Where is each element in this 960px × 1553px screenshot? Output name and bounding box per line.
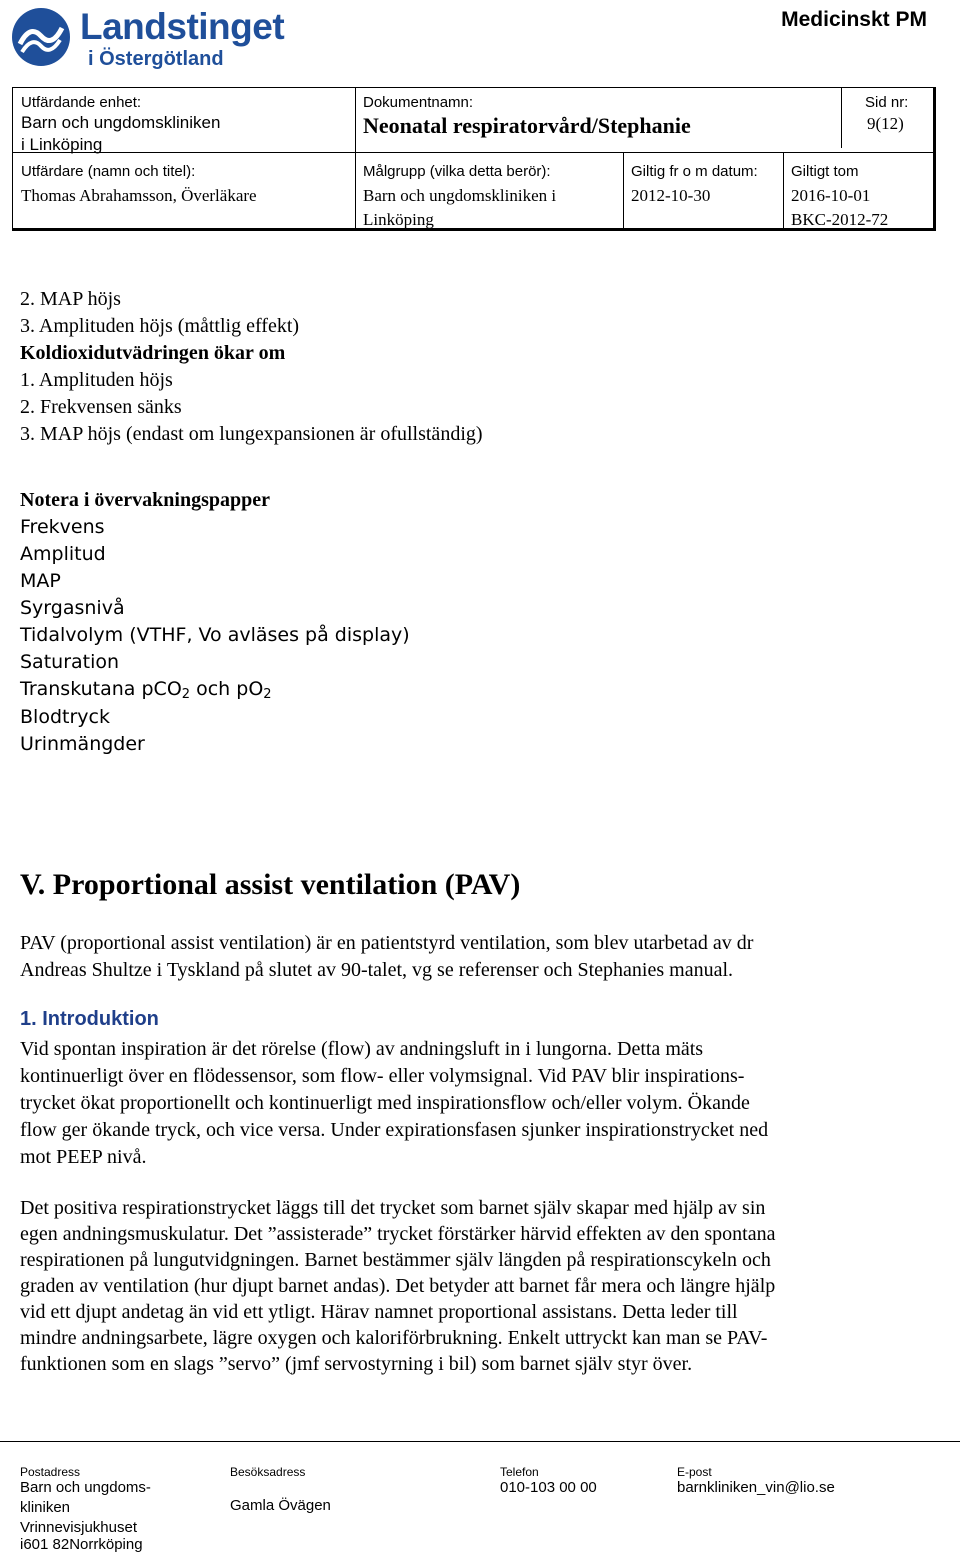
issuer-line2: i Linköping [21,135,103,154]
notes-item: Blodtryck [20,706,110,728]
author: Thomas Abrahamsson, Överläkare [21,186,257,205]
paragraph-line: egen andningsmuskulatur. Det ”assisterade” trycket förstärker härvid effekten av den spontana [20,1223,776,1245]
postal-line: Vrinnevisjukhuset [20,1519,138,1536]
paragraph-line: mindre andningsarbete, lägre oxygen och kaloriförbrukning. Enkelt uttryckt kan man se PAV- [20,1327,768,1349]
document-header-table [12,87,936,231]
list-item: 3. Amplituden höjs (måttlig effekt) [20,315,300,337]
notes-item: MAP [20,570,61,592]
notes-item: Tidalvolym (VTHF, Vo avläses på display) [20,624,410,646]
paragraph-line: flow ger ökande tryck, och vice versa. Under expirationsfasen sjunker inspirationstrycket ned [20,1119,769,1141]
document-type: Medicinskt PM [781,8,927,31]
docname-label: Dokumentnamn: [363,94,474,111]
notes-item-transcutaneous: Transkutana pCO$_2$ och $pO_2$ [20,678,272,702]
issuer-label: Utfärdande enhet: [21,94,142,111]
list-item: 3. MAP höjs (endast om lungexpansionen är ofullständig) [20,423,483,445]
document-id: BKC-2012-72 [791,210,889,229]
paragraph-line: trycket ökat proportionellt och kontinuerligt med inspirationsflow och/eller volym. Ökande [20,1092,750,1114]
issuer-line1: Barn och ungdomskliniken [21,113,221,132]
postal-line: kliniken [20,1499,71,1516]
subsection-heading: 1. Introduktion [20,1008,159,1030]
notes-item: Saturation [20,651,120,673]
postal-line: i601 82Norrköping [20,1536,143,1553]
target-line2: Linköping [363,210,434,229]
valid-to: 2016-10-01 [791,186,871,205]
valid-from-label: Giltig fr o m datum: [631,163,758,180]
list-subheading: Koldioxidutvädringen ökar om [20,342,286,364]
paragraph-line: PAV (proportional assist ventilation) är en patientstyrd ventilation, som blev utarbetad av dr [20,932,754,954]
visit-address: Gamla Övägen [230,1497,331,1514]
paragraph-line: Andreas Shultze i Tyskland på slutet av 90-talet, vg se referenser och Stephanies manual. [20,959,734,981]
paragraph-line: graden av ventilation (hur djupt barnet andas). Det betyder att barnet får mera och längre hjälp [20,1275,776,1297]
paragraph-line: Vid spontan inspiration är det rörelse (flow) av andningsluft in i lungorna. Detta mäts [20,1038,704,1060]
paragraph-line: vid ett djupt andetag än vid ett ytligt. Härav namnet proportional assistans. Detta leder till [20,1301,738,1323]
author-label: Utfärdare (namn och titel): [21,163,196,180]
notes-item: Syrgasnivå [20,597,125,619]
target-label: Målgrupp (vilka detta berör): [363,163,551,180]
footer-divider [0,1441,960,1442]
logo-wordmark: Landstinget [80,6,285,47]
notes-item: Urinmängder [20,733,145,755]
page-label: Sid nr: [865,94,909,111]
notes-heading: Notera i övervakningspapper [20,489,270,511]
logo-subtitle: i Östergötland [88,48,224,70]
target-line1: Barn och ungdomskliniken i [363,186,557,205]
notes-item: Amplitud [20,543,106,565]
postal-label: Postadress [20,1465,81,1479]
valid-from: 2012-10-30 [631,186,711,205]
list-item: 1. Amplituden höjs [20,369,173,391]
landstinget-logo [10,4,300,74]
list-item: 2. MAP höjs [20,288,121,310]
notes-item: Frekvens [20,516,105,538]
logo-emblem-icon [10,6,72,68]
phone-label: Telefon [500,1465,539,1479]
section-title: V. Proportional assist ventilation (PAV) [20,868,521,901]
paragraph-line: respirationen på lungutvidgningen. Barnet bestämmer själv längden på respirationscykeln och [20,1249,771,1271]
email-label: E-post [677,1465,712,1479]
visit-label: Besöksadress [230,1465,306,1479]
postal-line: Barn och ungdoms- [20,1479,151,1496]
paragraph-line: kontinuerligt över en flödessensor, som flow- eller volymsignal. Vid PAV blir inspirations- [20,1065,745,1087]
paragraph-line: Det positiva respirationstrycket läggs till det trycket som barnet själv skapar med hjälp av sin [20,1197,766,1219]
email-address: barnkliniken_vin@lio.se [677,1479,835,1496]
document-name: Neonatal respiratorvård/Stephanie [363,113,691,138]
phone-number: 010-103 00 00 [500,1479,597,1496]
page-number: 9(12) [867,114,904,133]
valid-to-label: Giltigt tom [791,163,859,180]
paragraph-line: mot PEEP nivå. [20,1146,147,1168]
paragraph-line: funktionen som en slags ”servo” (jmf servostyrning i bil) som barnet själv styr över. [20,1353,693,1375]
list-item: 2. Frekvensen sänks [20,396,182,418]
